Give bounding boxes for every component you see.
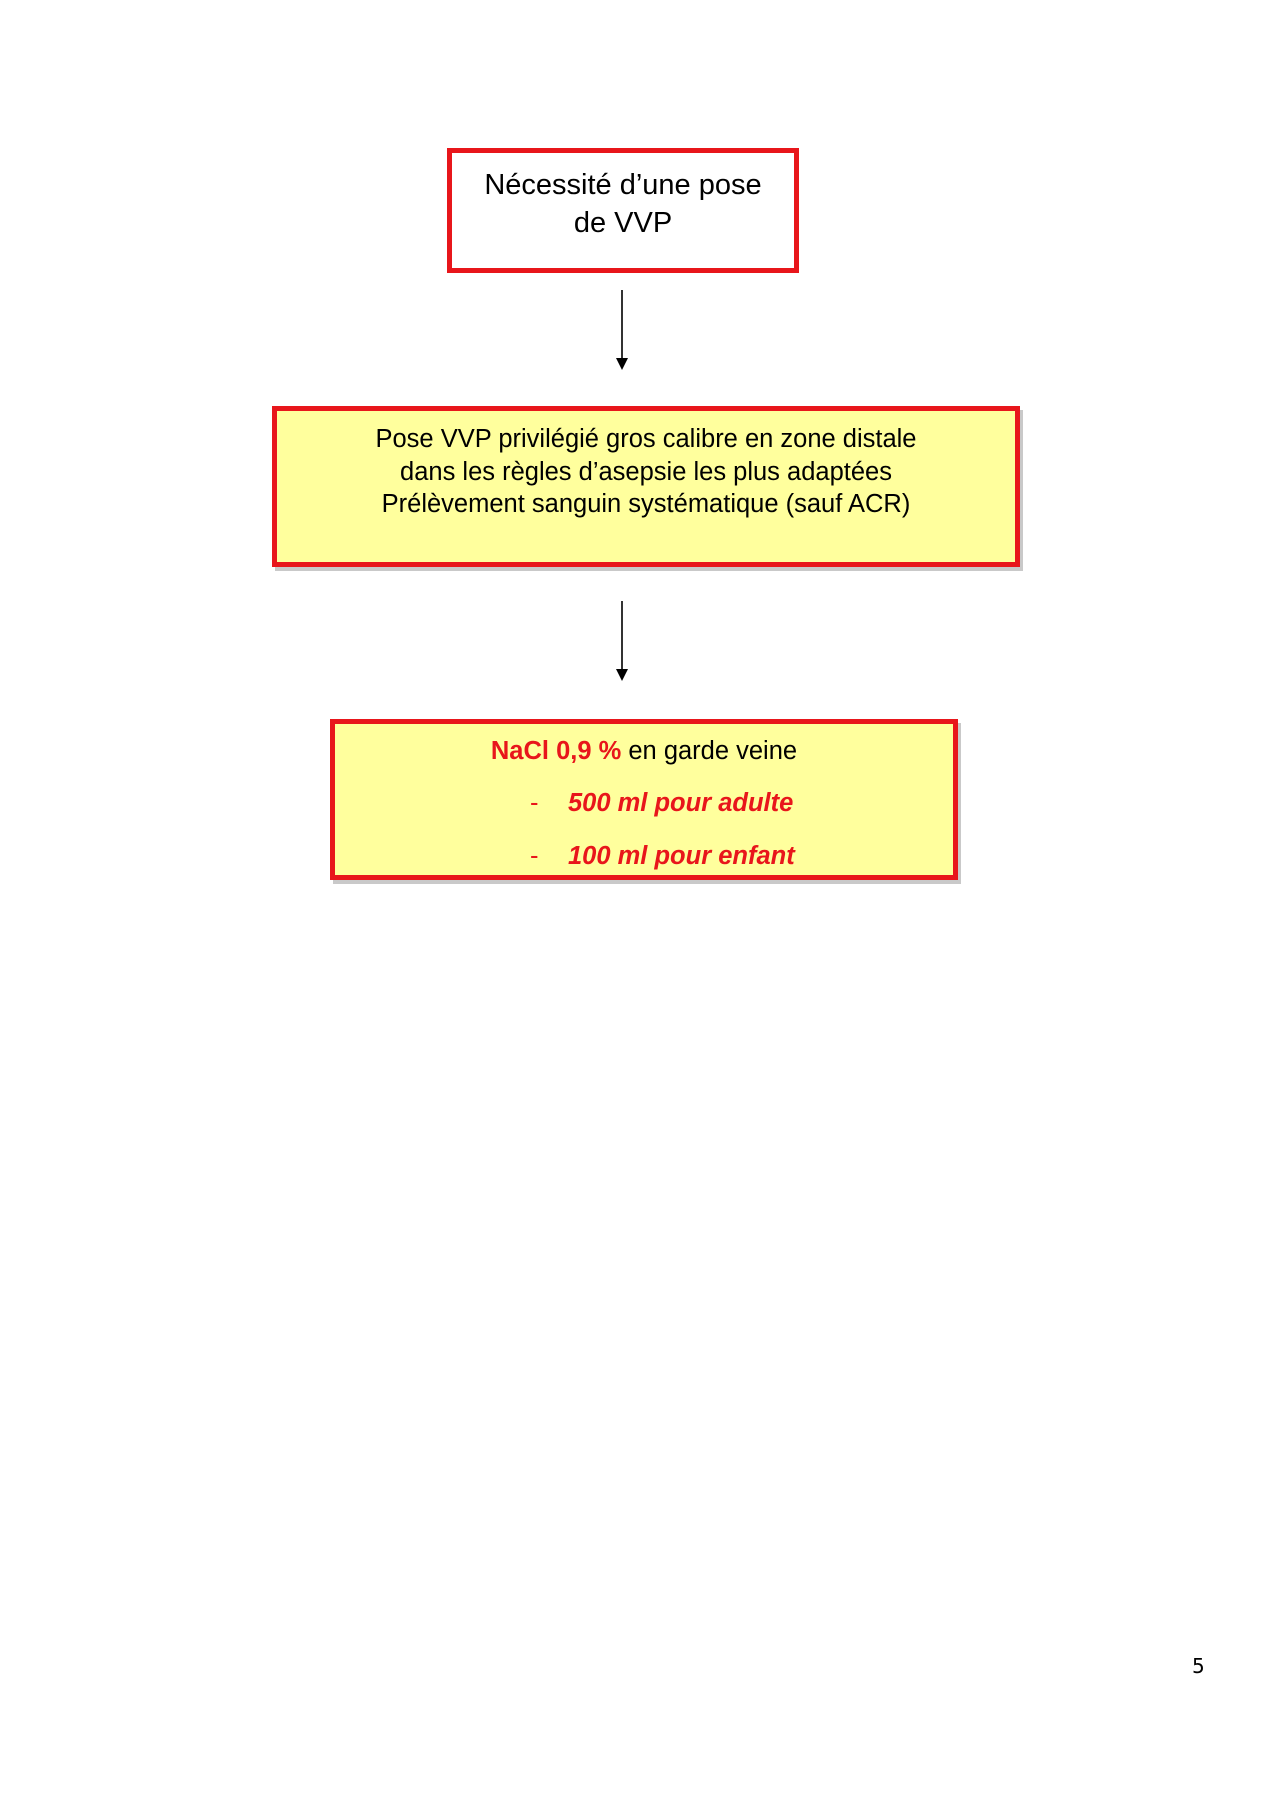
step-2-line-2: dans les règles d’asepsie les plus adaptées <box>400 457 892 486</box>
step-3-box <box>330 719 958 880</box>
step-2-box <box>272 406 1020 567</box>
bullet-dash: - <box>530 789 539 817</box>
page-number: 5 <box>1192 1654 1205 1678</box>
step-2-line-3: Prélèvement sanguin systématique (sauf ACR) <box>381 490 911 518</box>
dose-adult: 500 ml pour adulte <box>568 789 794 817</box>
step-1-line-2: de VVP <box>573 207 673 239</box>
step-3-heading <box>335 735 953 767</box>
dose-item-child <box>530 840 795 872</box>
arrow-down-icon <box>612 290 632 372</box>
solution-name: NaCl 0,9 % <box>490 737 622 765</box>
step-1-box <box>447 148 799 273</box>
dose-item-adult <box>530 787 793 819</box>
arrow-down-icon <box>612 601 632 683</box>
solution-usage: en garde veine <box>621 737 798 765</box>
dose-child: 100 ml pour enfant <box>568 842 795 870</box>
step-2-line-1: Pose VVP privilégié gros calibre en zone distale <box>375 425 917 453</box>
step-1-line-1: Nécessité d’une pose <box>484 169 762 201</box>
bullet-dash: - <box>530 842 539 870</box>
